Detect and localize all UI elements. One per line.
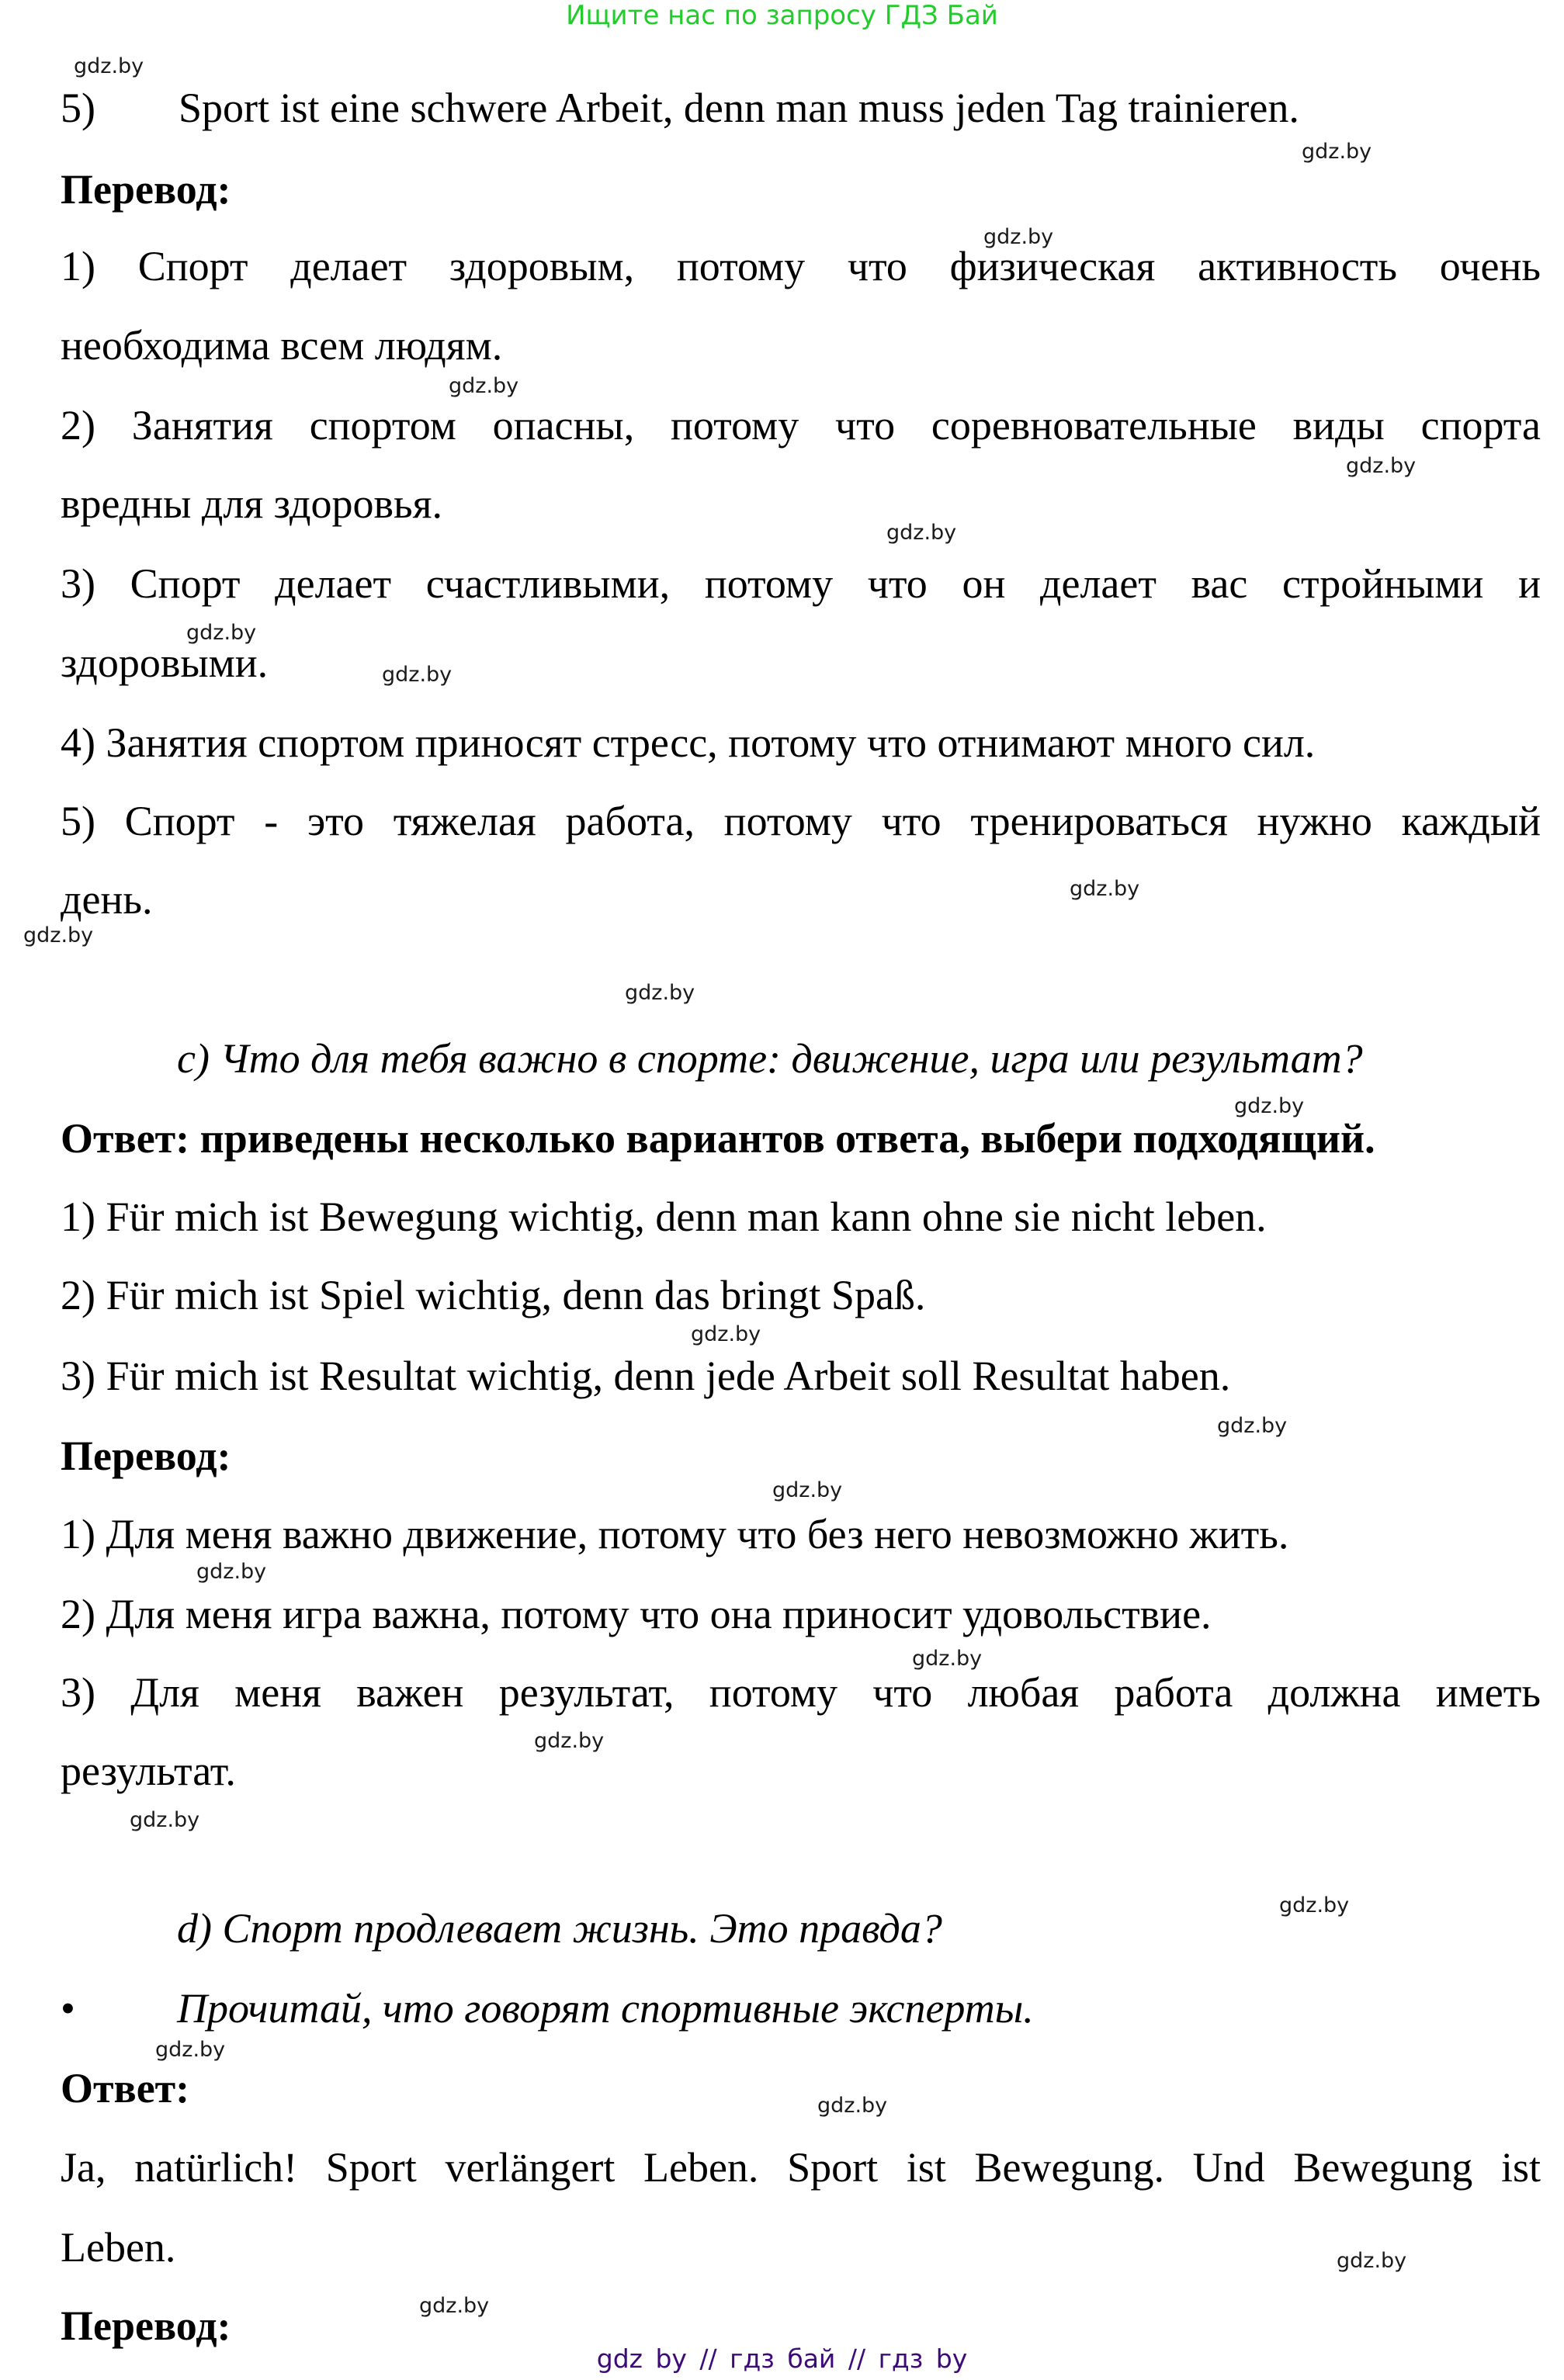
translation-heading: Перевод: (61, 166, 231, 213)
translation-2-line2: вредны для здоровья. (61, 480, 442, 527)
translation-1-line2: необходима всем людям. (61, 322, 503, 369)
translation-5-line1: 5) Спорт - это тяжелая работа, потому что тренироваться нужно каждый (61, 798, 1541, 844)
answer-heading-d: Ответ: (61, 2065, 190, 2112)
translation-5-line2: день. (61, 876, 153, 923)
watermark: gdz.by (155, 2038, 226, 2062)
answer-heading-c: Ответ: приведены несколько вариантов ответа, выбери подходящий. (61, 1115, 1375, 1162)
watermark: gdz.by (1279, 1893, 1350, 1918)
watermark: gdz.by (1337, 2249, 1407, 2273)
translation-c-1: 1) Для меня важно движение, потому что без него невозможно жить. (61, 1511, 1289, 1557)
item-number: 5) (61, 85, 95, 131)
translation-c-3-line2: результат. (61, 1748, 236, 1794)
item-text: Sport ist eine schwere Arbeit, denn man muss jeden Tag trainieren. (179, 85, 1299, 131)
watermark: gdz.by (534, 1729, 605, 1753)
translation-c-3-line1: 3) Для меня важен результат, потому что любая работа должна иметь (61, 1669, 1541, 1716)
watermark: gdz.by (130, 1808, 200, 1832)
answer-d-line1: Ja, natürlich! Sport verlängert Leben. Sport ist Bewegung. Und Bewegung ist (61, 2144, 1541, 2191)
bullet-icon: • (61, 1985, 75, 2032)
translation-3-line2: здоровыми. (61, 639, 269, 686)
watermark: gdz.by (186, 621, 257, 645)
watermark: gdz.by (1217, 1414, 1288, 1438)
watermark: gdz.by (1070, 877, 1140, 901)
watermark: gdz.by (983, 225, 1054, 249)
answer-c-1: 1) Für mich ist Bewegung wichtig, denn man kann ohne sie nicht leben. (61, 1193, 1267, 1240)
footer-links[interactable]: gdz by // гдз бай // гдз by (596, 2344, 968, 2374)
watermark: gdz.by (912, 1647, 983, 1671)
german-item-5 (61, 81, 1541, 135)
answer-c-3: 3) Für mich ist Resultat wichtig, denn jede Arbeit soll Resultat haben. (61, 1353, 1231, 1399)
watermark: gdz.by (74, 54, 144, 78)
watermark: gdz.by (886, 521, 957, 545)
watermark: gdz.by (1302, 140, 1372, 164)
translation-c-2: 2) Для меня игра важна, потому что она приносит удовольствие. (61, 1591, 1212, 1637)
translation-1-line1: 1) Спорт делает здоровым, потому что физическая активность очень (61, 243, 1541, 289)
watermark: gdz.by (817, 2094, 888, 2118)
instruction-d: Прочитай, что говорят спортивные эксперты. (177, 1985, 1034, 2032)
translation-heading-c: Перевод: (61, 1433, 231, 1479)
watermark: gdz.by (449, 374, 519, 398)
watermark: gdz.by (1346, 454, 1417, 478)
question-c: c) Что для тебя важно в спорте: движение, игра или результат? (177, 1035, 1363, 1082)
answer-d-line2: Leben. (61, 2224, 176, 2271)
translation-3-line1: 3) Спорт делает счастливыми, потому что он делает вас стройными и (61, 560, 1541, 607)
watermark: gdz.by (625, 981, 695, 1005)
watermark: gdz.by (382, 663, 453, 687)
watermark: gdz.by (196, 1560, 267, 1584)
watermark: gdz.by (23, 923, 94, 947)
watermark: gdz.by (772, 1478, 843, 1502)
watermark: gdz.by (1234, 1094, 1305, 1118)
translation-heading-d: Перевод: (61, 2302, 231, 2349)
watermark: gdz.by (419, 2294, 490, 2318)
top-banner[interactable]: Ищите нас по запросу ГДЗ Бай (566, 0, 998, 31)
answer-c-2: 2) Für mich ist Spiel wichtig, denn das bringt Spaß. (61, 1272, 926, 1318)
watermark: gdz.by (691, 1322, 761, 1346)
translation-2-line1: 2) Занятия спортом опасны, потому что соревновательные виды спорта (61, 402, 1541, 449)
translation-4-line1: 4) Занятия спортом приносят стресс, потому что отнимают много сил. (61, 719, 1316, 766)
question-d: d) Спорт продлевает жизнь. Это правда? (177, 1905, 942, 1952)
